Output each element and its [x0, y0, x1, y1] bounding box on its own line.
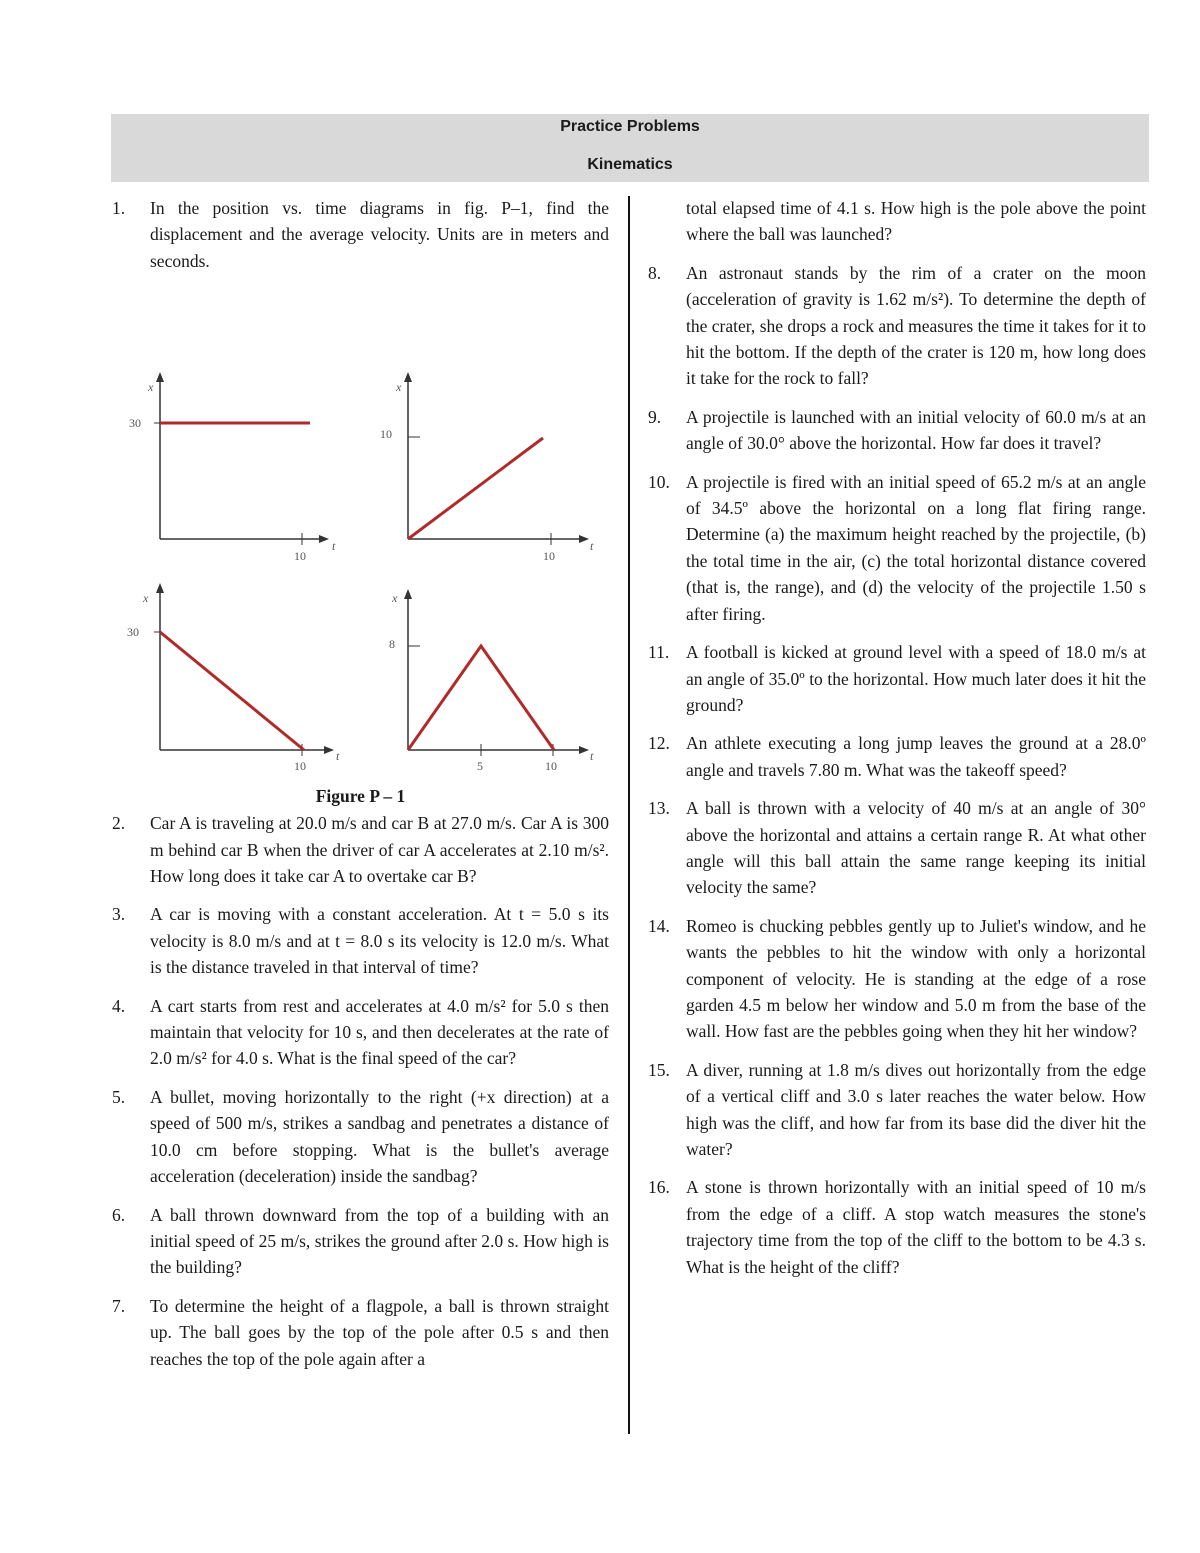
problem-text: A football is kicked at ground level with a speed of 18.0 m/s at an angle of 35.0º to the horizontal. How much later does it hit the ground? — [686, 642, 1146, 715]
problem-item — [112, 195, 609, 274]
problem-text: A projectile is fired with an initial speed of 65.2 m/s at an angle of 34.5º above the horizontal on a long flat firing range. Determine (a) the maximum height reached by the projectile, (b) the total time in the air, (c) the total horizontal distance covered (that is, the range), and (d) the velocity of the projectile 1.50 s after firing. — [686, 471, 1146, 624]
problem-number: 9. — [648, 406, 662, 427]
problem-item — [648, 1057, 1146, 1163]
graph-1 — [129, 372, 336, 563]
problem-number: 10. — [648, 471, 670, 492]
problem-number: 11. — [648, 642, 670, 663]
y-axis-arrow — [156, 372, 164, 382]
graph-line — [408, 646, 554, 750]
x-tick-label: 10 — [545, 759, 557, 774]
page-subtitle: Kinematics — [587, 156, 673, 173]
graph-line — [408, 438, 543, 539]
problem-number: 3. — [112, 904, 126, 925]
problem-number: 13. — [648, 798, 670, 819]
problem-item — [112, 1084, 609, 1190]
y-axis-label: x — [143, 591, 149, 606]
x-axis-label: t — [336, 749, 340, 764]
problem-item — [648, 730, 1146, 783]
x-tick-label: 10 — [543, 549, 555, 564]
problem-number: 16. — [648, 1177, 670, 1198]
problem-text: An athlete executing a long jump leaves the ground at a 28.0º angle and travels 7.80 m. What was the takeoff speed? — [686, 733, 1146, 780]
x-tick-label: 10 — [294, 759, 306, 774]
figure-graphs — [112, 274, 609, 782]
x-axis-arrow — [579, 746, 589, 754]
problem-text: A projectile is launched with an initial velocity of 60.0 m/s at an angle of 30.0° above the horizontal. How far does it travel? — [686, 406, 1146, 454]
problem-text: To determine the height of a flagpole, a ball is thrown straight up. The ball goes by the top of the pole after 0.5 s and then reaches the top of the pole again after a — [150, 1295, 609, 1369]
y-axis-arrow — [404, 372, 412, 382]
problem-text: In the position vs. time diagrams in fig. P–1, find the displacement and the average velocity. Units are in meters and seconds. — [150, 198, 609, 271]
problem-text: A cart starts from rest and accelerates at 4.0 m/s² for 5.0 s then maintain that velocity for 10 s, and then decelerates at the rate of 2.0 m/s² for 4.0 s. What is the final speed of the car? — [150, 995, 609, 1069]
y-axis-arrow — [404, 589, 412, 599]
x-axis-arrow — [319, 535, 329, 543]
problem-text: A ball thrown downward from the top of a building with an initial speed of 25 m/s, strikes the ground after 2.0 s. How high is the building? — [150, 1204, 609, 1278]
problem-number: 6. — [112, 1204, 126, 1225]
problem-number: 7. — [112, 1295, 126, 1316]
column-divider — [628, 196, 630, 1434]
problem-number: 15. — [648, 1059, 670, 1080]
problem-number: 1. — [112, 198, 126, 218]
y-axis-label: x — [392, 591, 398, 606]
y-tick-label: 30 — [129, 416, 141, 431]
problem-text: Romeo is chucking pebbles gently up to Juliet's window, and he wants the pebbles to hit the window with only a horizontal component of velocity. He is standing at the edge of a rose garden 4.5 m below her window and 5.0 m from the base of the wall. How fast are the pebbles going when they hit her window? — [686, 915, 1146, 1042]
x-axis-arrow — [579, 535, 589, 543]
problem-text: An astronaut stands by the rim of a crater on the moon (acceleration of gravity is 1.62 m/s²). To determine the depth of the crater, she drops a rock and measures the time it takes for it to hit the bottom. If the depth of the crater is 120 m, how long does it take for the rock to fall? — [686, 262, 1146, 389]
figure-caption: Figure P – 1 — [315, 786, 406, 807]
y-axis-arrow — [156, 583, 164, 593]
graph-3 — [127, 583, 340, 773]
problem-item-continued — [648, 195, 1146, 248]
problem-text: A diver, running at 1.8 m/s dives out horizontally from the edge of a vertical cliff and 3.0 s later reaches the water below. How high was the cliff, and how far from its base did the diver hit the water? — [686, 1059, 1146, 1159]
problem-number: 4. — [112, 995, 126, 1016]
problem-item — [112, 810, 609, 889]
problem-text: total elapsed time of 4.1 s. How high is the pole above the point where the ball was launched? — [686, 198, 1146, 245]
problem-text: A stone is thrown horizontally with an initial speed of 10 m/s from the edge of a cliff. A stop watch measures the stone's trajectory time from the top of the cliff to the bottom to be 4.3 s. What is the height of the cliff? — [686, 1177, 1146, 1277]
problem-item — [648, 913, 1146, 1045]
y-tick-label: 10 — [380, 427, 392, 442]
x-tick-label: 5 — [477, 759, 483, 774]
graph-4 — [389, 589, 594, 773]
graph-2 — [380, 372, 594, 563]
problem-item — [648, 795, 1146, 901]
problem-number: 8. — [648, 262, 662, 283]
x-axis-label: t — [332, 539, 336, 554]
problem-text: A ball is thrown with a velocity of 40 m/s at an angle of 30° above the horizontal and attains a certain range R. At what other angle will this ball attain the same range keeping its initial velocity the same? — [686, 798, 1146, 898]
problem-item — [112, 1293, 609, 1372]
page-title: Practice Problems — [560, 118, 700, 135]
problem-number: 5. — [112, 1086, 126, 1107]
problem-item — [648, 404, 1146, 457]
problem-item — [112, 901, 609, 980]
y-axis-label: x — [396, 380, 402, 395]
y-tick-label: 30 — [127, 625, 139, 640]
problem-item — [648, 469, 1146, 627]
y-axis-label: x — [148, 380, 154, 395]
x-axis-arrow — [324, 746, 334, 754]
problem-item — [648, 260, 1146, 392]
problem-text: A bullet, moving horizontally to the right (+x direction) at a speed of 500 m/s, strikes a sandbag and penetrates a distance of 10.0 cm before stopping. What is the bullet's average acceleration (deceleration) inside the sandbag? — [150, 1086, 609, 1187]
x-tick-label: 10 — [294, 549, 306, 564]
problem-item — [112, 1202, 609, 1281]
problem-text: A car is moving with a constant acceleration. At t = 5.0 s its velocity is 8.0 m/s and at t = 8.0 s its velocity is 12.0 m/s. What is the distance traveled in that interval of time? — [150, 904, 609, 978]
figure-p1 — [112, 274, 609, 807]
x-axis-label: t — [590, 539, 594, 554]
problem-item — [648, 639, 1146, 718]
problem-item — [112, 993, 609, 1072]
problem-number: 2. — [112, 813, 126, 834]
problem-number: 12. — [648, 733, 670, 754]
left-column — [112, 195, 609, 1372]
problem-number: 14. — [648, 915, 670, 936]
graph-line — [160, 632, 304, 750]
problem-text: Car A is traveling at 20.0 m/s and car B at 27.0 m/s. Car A is 300 m behind car B when the driver of car A accelerates at 2.10 m/s². How long does it take car A to overtake car B? — [150, 813, 609, 887]
page-header — [111, 114, 1149, 182]
right-column — [648, 195, 1146, 1280]
x-axis-label: t — [590, 749, 594, 764]
problem-item — [648, 1174, 1146, 1280]
y-tick-label: 8 — [389, 637, 395, 652]
